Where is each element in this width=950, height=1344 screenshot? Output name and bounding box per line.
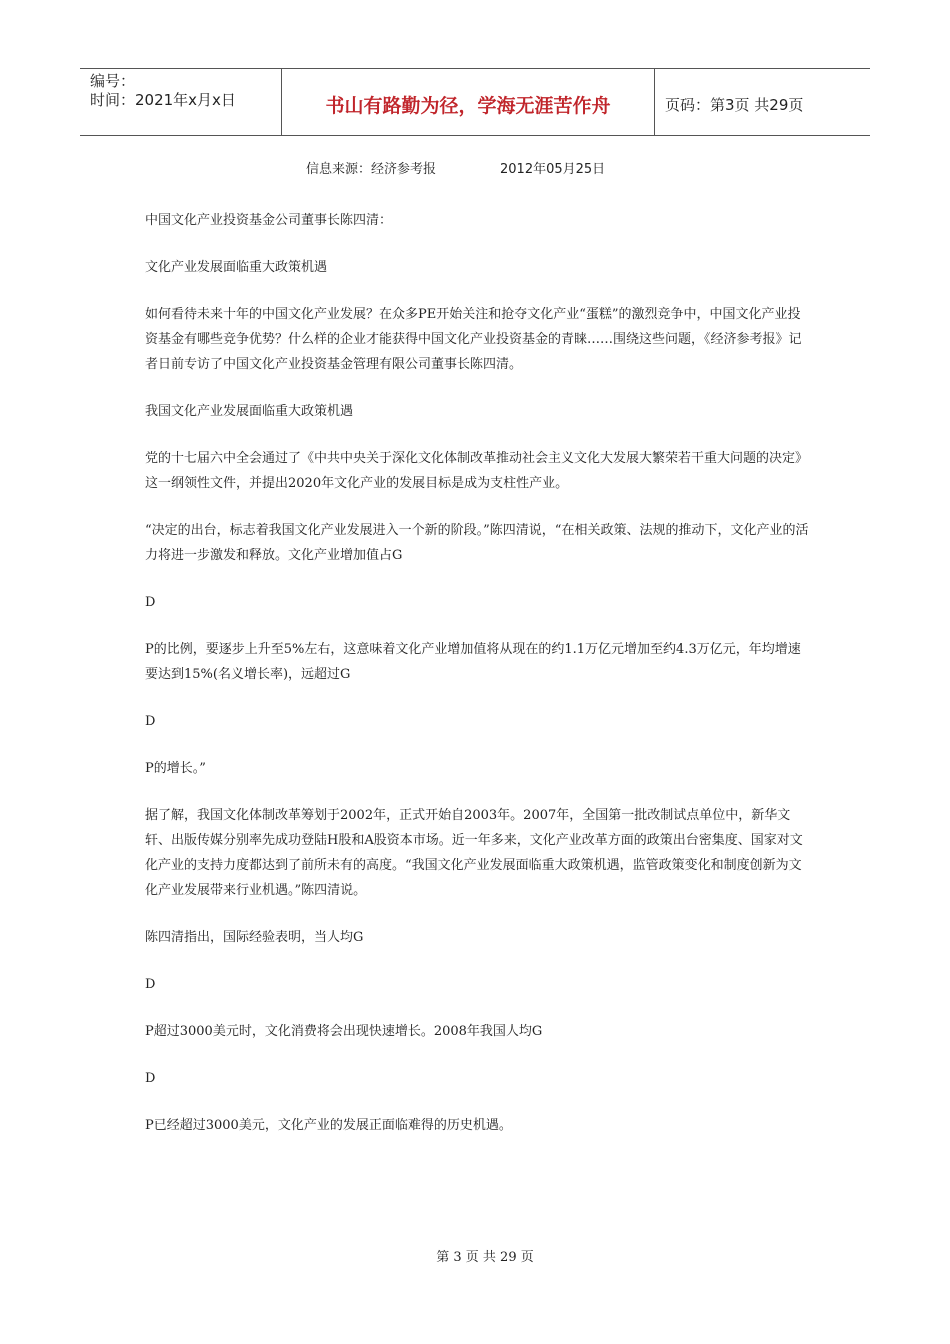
page-footer: 第 3 页 共 29 页 — [436, 1250, 534, 1265]
paragraph: P超过3000美元时，文化消费将会出现快速增长。2008年我国人均G — [145, 1024, 543, 1039]
paragraph: 如何看待未来十年的中国文化产业发展？在众多PE开始关注和抢夺文化产业“蛋糕”的激烈竞争中，中国文化产业投资基金有哪些竞争优势？什么样的企业才能获得中国文化产业投资基金的青睐……围绕这些问题，《经济参考报》记者日前专访了中国文化产业投资基金管理有限公司董事长陈四清。 — [145, 307, 802, 372]
paragraph: 陈四清指出，国际经验表明，当人均G — [145, 930, 364, 945]
header-page-number: 页码：第3页 共29页 — [665, 95, 804, 114]
paragraph: 文化产业发展面临重大政策机遇 — [145, 260, 328, 275]
paragraph: P的比例，要逐步上升至5%左右，这意味着文化产业增加值将从现在的约1.1万亿元增加至约4.3万亿元，年均增速要达到15%(名义增长率)，远超过G — [145, 642, 801, 682]
article-body — [145, 208, 810, 1160]
paragraph: 我国文化产业发展面临重大政策机遇 — [145, 404, 354, 419]
paragraph: 据了解，我国文化体制改革筹划于2002年，正式开始自2003年。2007年，全国第一批改制试点单位中，新华文轩、出版传媒分别率先成功登陆H股和A股资本市场。近一年多来，文化产业改革方面的政策出台密集度、国家对文化产业的支持力度都达到了前所未有的高度。“我国文化产业发展面临重大政策机遇，监管政策变化和制度创新为文化产业发展带来行业机遇。”陈四清说。 — [145, 808, 803, 898]
paragraph: P的增长。” — [145, 761, 206, 776]
source-label: 信息来源：经济参考报 — [306, 162, 437, 177]
paragraph: D — [145, 1071, 156, 1086]
number-label: 编号： — [90, 72, 136, 90]
source-line — [306, 160, 605, 180]
paragraph: D — [145, 714, 156, 729]
paragraph: “决定的出台，标志着我国文化产业发展进入一个新的阶段。”陈四清说，“在相关政策、法规的推动下，文化产业的活力将进一步激发和释放。文化产业增加值占G — [145, 523, 809, 563]
header-motto: 书山有路勤为径，学海无涯苦作舟 — [281, 69, 655, 135]
paragraph: 中国文化产业投资基金公司董事长陈四清： — [145, 213, 393, 228]
publish-date: 2012年05月25日 — [500, 162, 606, 177]
paragraph: P已经超过3000美元，文化产业的发展正面临难得的历史机遇。 — [145, 1118, 512, 1133]
page-header — [80, 68, 870, 136]
header-meta — [80, 69, 281, 135]
paragraph: 党的十七届六中全会通过了《中共中央关于深化文化体制改革推动社会主义文化大发展大繁荣若干重大问题的决定》这一纲领性文件，并提出2020年文化产业的发展目标是成为支柱性产业。 — [145, 451, 809, 491]
time-label: 时间：2021年x月x日 — [90, 91, 236, 109]
paragraph: D — [145, 595, 156, 610]
paragraph: D — [145, 977, 156, 992]
